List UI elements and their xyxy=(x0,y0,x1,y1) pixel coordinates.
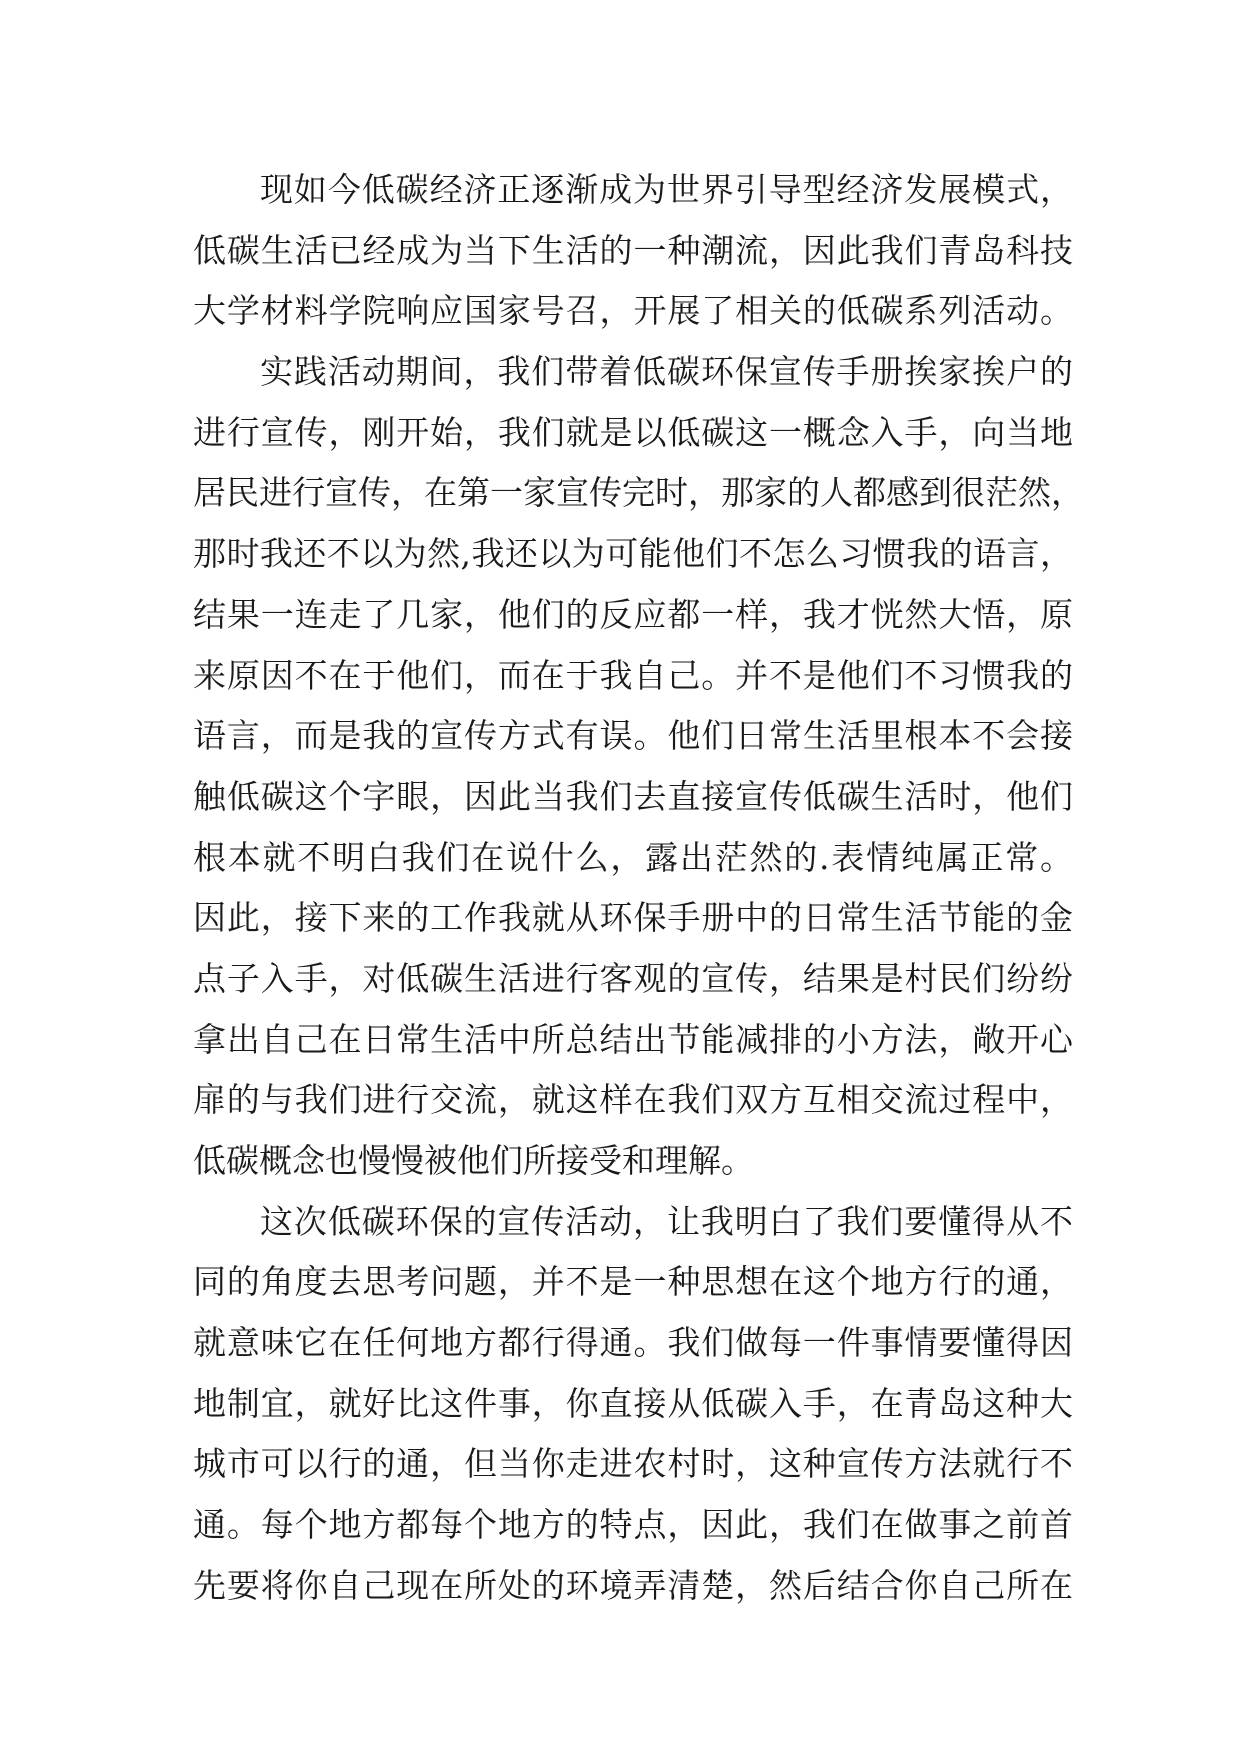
text-line: 根本就不明白我们在说什么，露出茫然的.表情纯属正常。 xyxy=(193,837,1073,877)
text-line: 这次低碳环保的宣传活动，让我明白了我们要懂得从不 xyxy=(260,1201,1073,1241)
text-line: 大学材料学院响应国家号召，开展了相关的低碳系列活动。 xyxy=(193,291,1073,331)
text-line: 点子入手，对低碳生活进行客观的宣传，结果是村民们纷纷 xyxy=(193,958,1073,998)
paragraph-3 xyxy=(193,1192,1073,1617)
text-line: 低碳概念也慢慢被他们所接受和理解。 xyxy=(193,1141,754,1180)
text-line: 通。每个地方都每个地方的特点，因此，我们在做事之前首 xyxy=(193,1505,1073,1545)
text-line: 同的角度去思考问题，并不是一种思想在这个地方行的通， xyxy=(193,1262,1073,1302)
text-line: 先要将你自己现在所处的环境弄清楚，然后结合你自己所在 xyxy=(193,1565,1073,1605)
text-line: 低碳生活已经成为当下生活的一种潮流，因此我们青岛科技 xyxy=(193,230,1073,270)
text-line: 来原因不在于他们，而在于我自己。并不是他们不习惯我的 xyxy=(193,655,1073,695)
text-line: 居民进行宣传，在第一家宣传完时，那家的人都感到很茫然， xyxy=(193,473,1084,513)
text-line: 就意味它在任何地方都行得通。我们做每一件事情要懂得因 xyxy=(193,1323,1073,1363)
text-line: 结果一连走了几家，他们的反应都一样，我才恍然大悟，原 xyxy=(193,594,1073,634)
text-line: 那时我还不以为然,我还以为可能他们不怎么习惯我的语言， xyxy=(193,534,1073,574)
text-line: 触低碳这个字眼，因此当我们去直接宣传低碳生活时，他们 xyxy=(193,776,1073,816)
text-line: 城市可以行的通，但当你走进农村时，这种宣传方法就行不 xyxy=(193,1444,1073,1484)
text-line: 现如今低碳经济正逐渐成为世界引导型经济发展模式， xyxy=(260,170,1073,209)
text-line: 扉的与我们进行交流，就这样在我们双方互相交流过程中， xyxy=(193,1080,1073,1120)
paragraph-1 xyxy=(193,160,1073,342)
paragraph-2 xyxy=(193,342,1084,1192)
text-line: 进行宣传，刚开始，我们就是以低碳这一概念入手，向当地 xyxy=(193,412,1073,452)
text-line: 语言，而是我的宣传方式有误。他们日常生活里根本不会接 xyxy=(193,716,1073,756)
text-line: 因此，接下来的工作我就从环保手册中的日常生活节能的金 xyxy=(193,898,1073,938)
document-body xyxy=(193,160,1084,1617)
text-line: 拿出自己在日常生活中所总结出节能减排的小方法，敞开心 xyxy=(193,1019,1073,1059)
text-line: 地制宜，就好比这件事，你直接从低碳入手，在青岛这种大 xyxy=(193,1383,1073,1423)
text-line: 实践活动期间，我们带着低碳环保宣传手册挨家挨户的 xyxy=(260,352,1073,392)
